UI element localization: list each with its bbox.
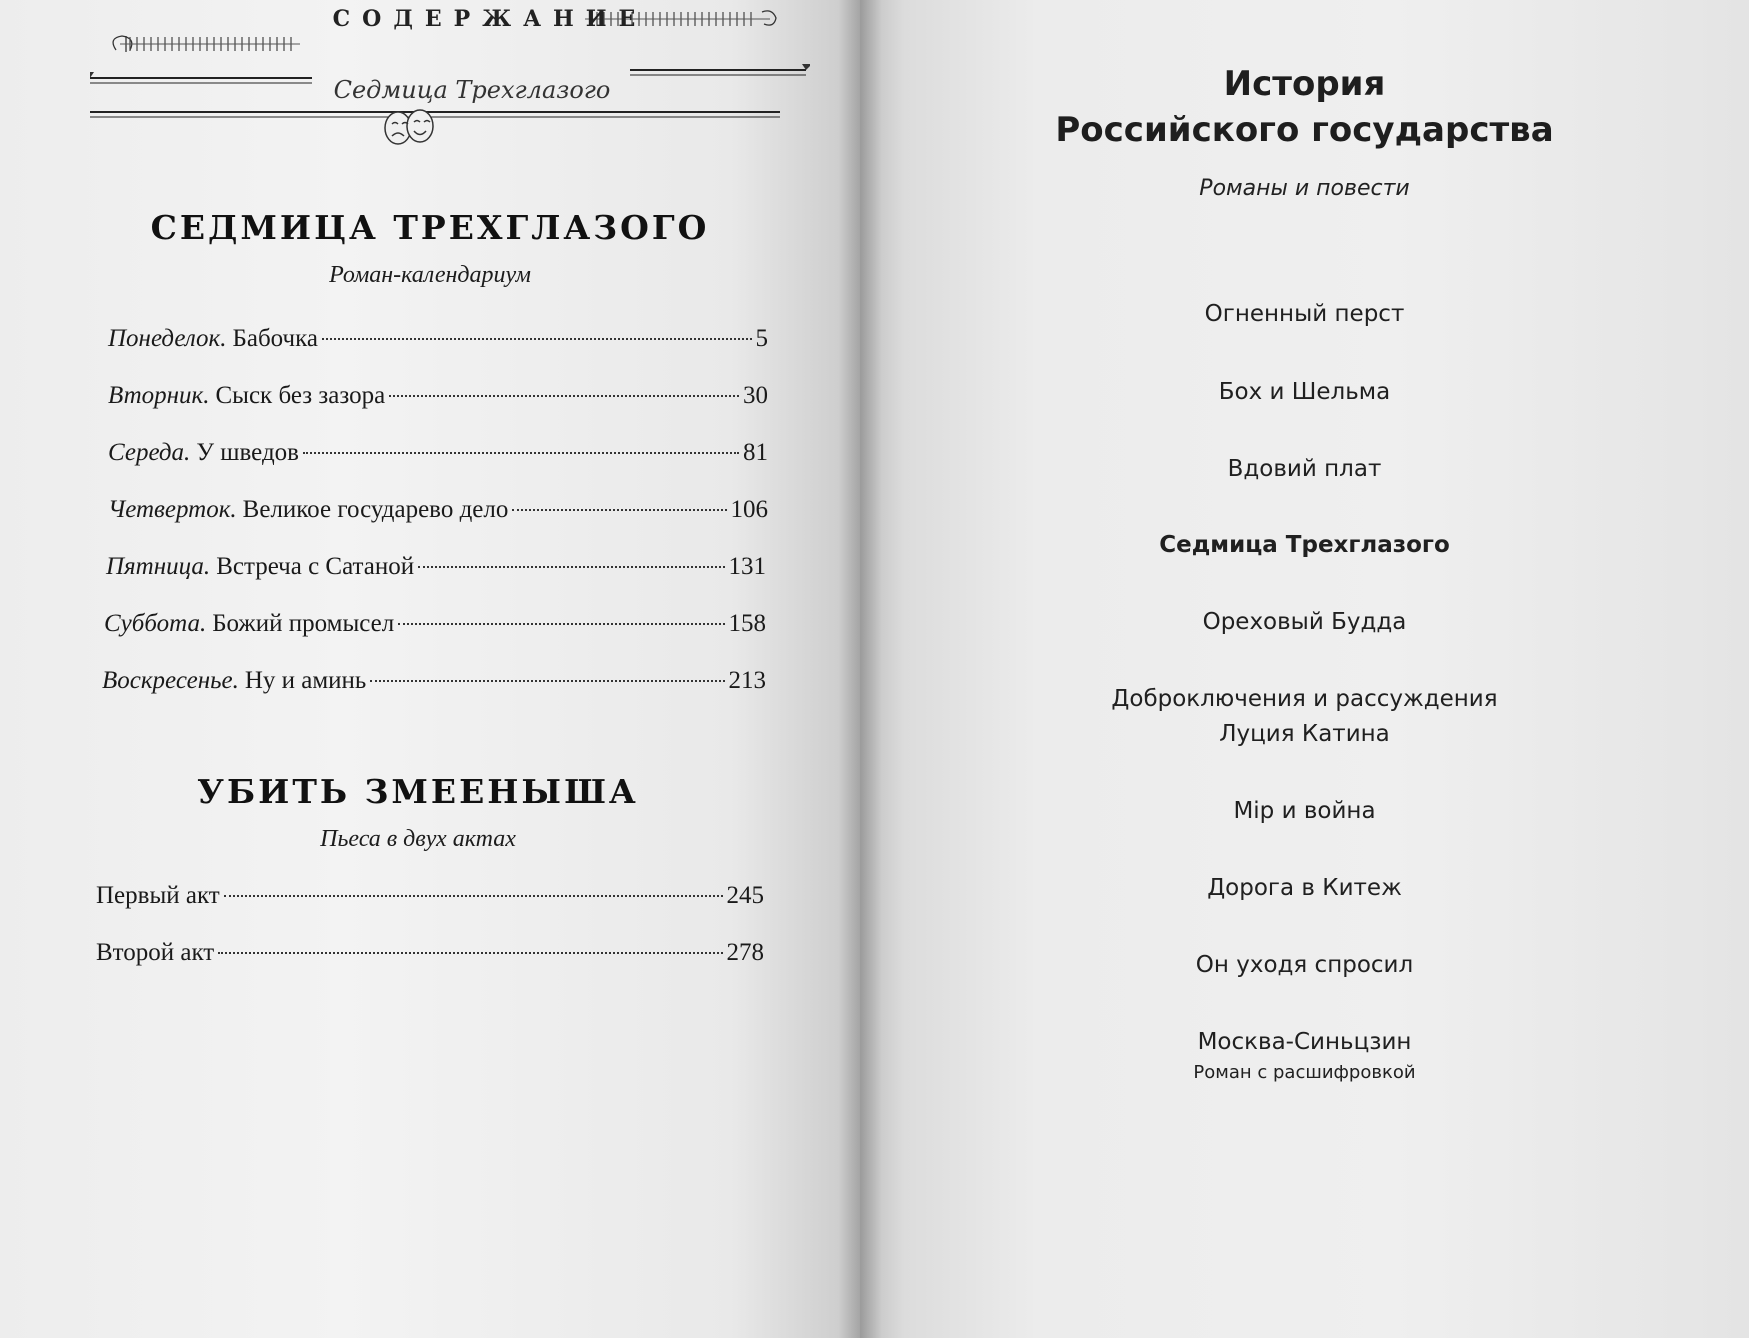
contents-header <box>90 0 810 160</box>
toc-day: Середа. <box>108 439 191 466</box>
toc-title: Великое государево дело <box>242 496 509 523</box>
toc-entry[interactable] <box>96 939 764 967</box>
toc-title: Второй акт <box>96 939 215 966</box>
toc-title: Бабочка <box>232 325 318 352</box>
toc-page-number: 5 <box>755 325 768 352</box>
toc-page-number: 106 <box>730 496 768 523</box>
toc-page-number: 278 <box>726 939 764 966</box>
leader-dots <box>389 395 739 397</box>
toc-entry[interactable] <box>96 882 764 910</box>
series-book-title: Mip и война <box>1233 798 1376 824</box>
series-book-title: Доброключения и рассуждения <box>1111 686 1498 712</box>
series-book-title: Дорога в Китеж <box>1207 875 1402 901</box>
series-book-title: Ореховый Будда <box>1202 609 1407 635</box>
toc-title: Первый акт <box>96 882 220 909</box>
leader-dots <box>418 566 724 568</box>
toc-entry[interactable] <box>104 610 766 638</box>
series-book-title: Бох и Шельма <box>1218 379 1391 405</box>
toc-page-number: 213 <box>728 667 766 694</box>
section-title: УБИТЬ ЗМЕЕНЫША <box>197 772 639 811</box>
contents-heading: СОДЕРЖАНИЕ <box>332 6 648 32</box>
toc-entry[interactable] <box>108 496 768 524</box>
toc-title: Встреча с Сатаной <box>216 553 415 580</box>
toc-entry[interactable] <box>108 325 768 353</box>
series-book-title-current: Седмица Трехглазого <box>1159 532 1450 558</box>
toc-page-number: 245 <box>726 882 764 909</box>
leader-dots <box>218 952 722 954</box>
series-book-title: Огненный перст <box>1204 301 1405 327</box>
series-book-title: Москва-Синьцзин <box>1197 1029 1412 1055</box>
left-page <box>0 0 860 1338</box>
toc-title: Ну и аминь <box>244 667 367 694</box>
series-book-title: Луция Катина <box>1219 721 1390 747</box>
toc-page-number: 158 <box>728 610 766 637</box>
toc-day: Суббота. <box>104 610 207 637</box>
leader-dots <box>224 895 723 897</box>
toc-entry[interactable] <box>106 553 766 581</box>
leader-dots <box>322 338 752 340</box>
leader-dots <box>370 680 724 682</box>
toc-day: Четверток. <box>108 496 237 523</box>
toc-entry[interactable] <box>102 667 766 695</box>
leader-dots <box>303 452 739 454</box>
leader-dots <box>398 623 724 625</box>
section-title: СЕДМИЦА ТРЕХГЛАЗОГО <box>150 208 710 247</box>
toc-title: Божий промысел <box>212 610 395 637</box>
toc-entry[interactable] <box>108 439 768 467</box>
header-book-title: Седмица Трехглазого <box>333 76 611 104</box>
series-title-line1: История <box>1223 64 1386 104</box>
toc-page-number: 81 <box>743 439 768 466</box>
series-subtitle: Романы и повести <box>1199 176 1410 201</box>
toc-day: Пятница. <box>106 553 211 580</box>
toc-day: Вторник. <box>108 382 210 409</box>
toc-title: У шведов <box>196 439 299 466</box>
section-subtitle: Роман-календариум <box>329 262 531 288</box>
leader-dots <box>512 509 726 511</box>
series-book-note: Роман с расшифровкой <box>1193 1062 1416 1083</box>
series-title-line2: Российского государства <box>1055 110 1554 150</box>
section-subtitle: Пьеса в двух актах <box>320 826 516 852</box>
toc-entry[interactable] <box>108 382 768 410</box>
toc-page-number: 30 <box>743 382 768 409</box>
toc-title: Сыск без зазора <box>215 382 386 409</box>
toc-day: Воскресенье. <box>102 667 239 694</box>
series-book-title: Вдовий плат <box>1227 456 1382 482</box>
toc-day: Понеделок. <box>108 325 227 352</box>
toc-page-number: 131 <box>728 553 766 580</box>
series-book-title: Он уходя спросил <box>1195 952 1414 978</box>
